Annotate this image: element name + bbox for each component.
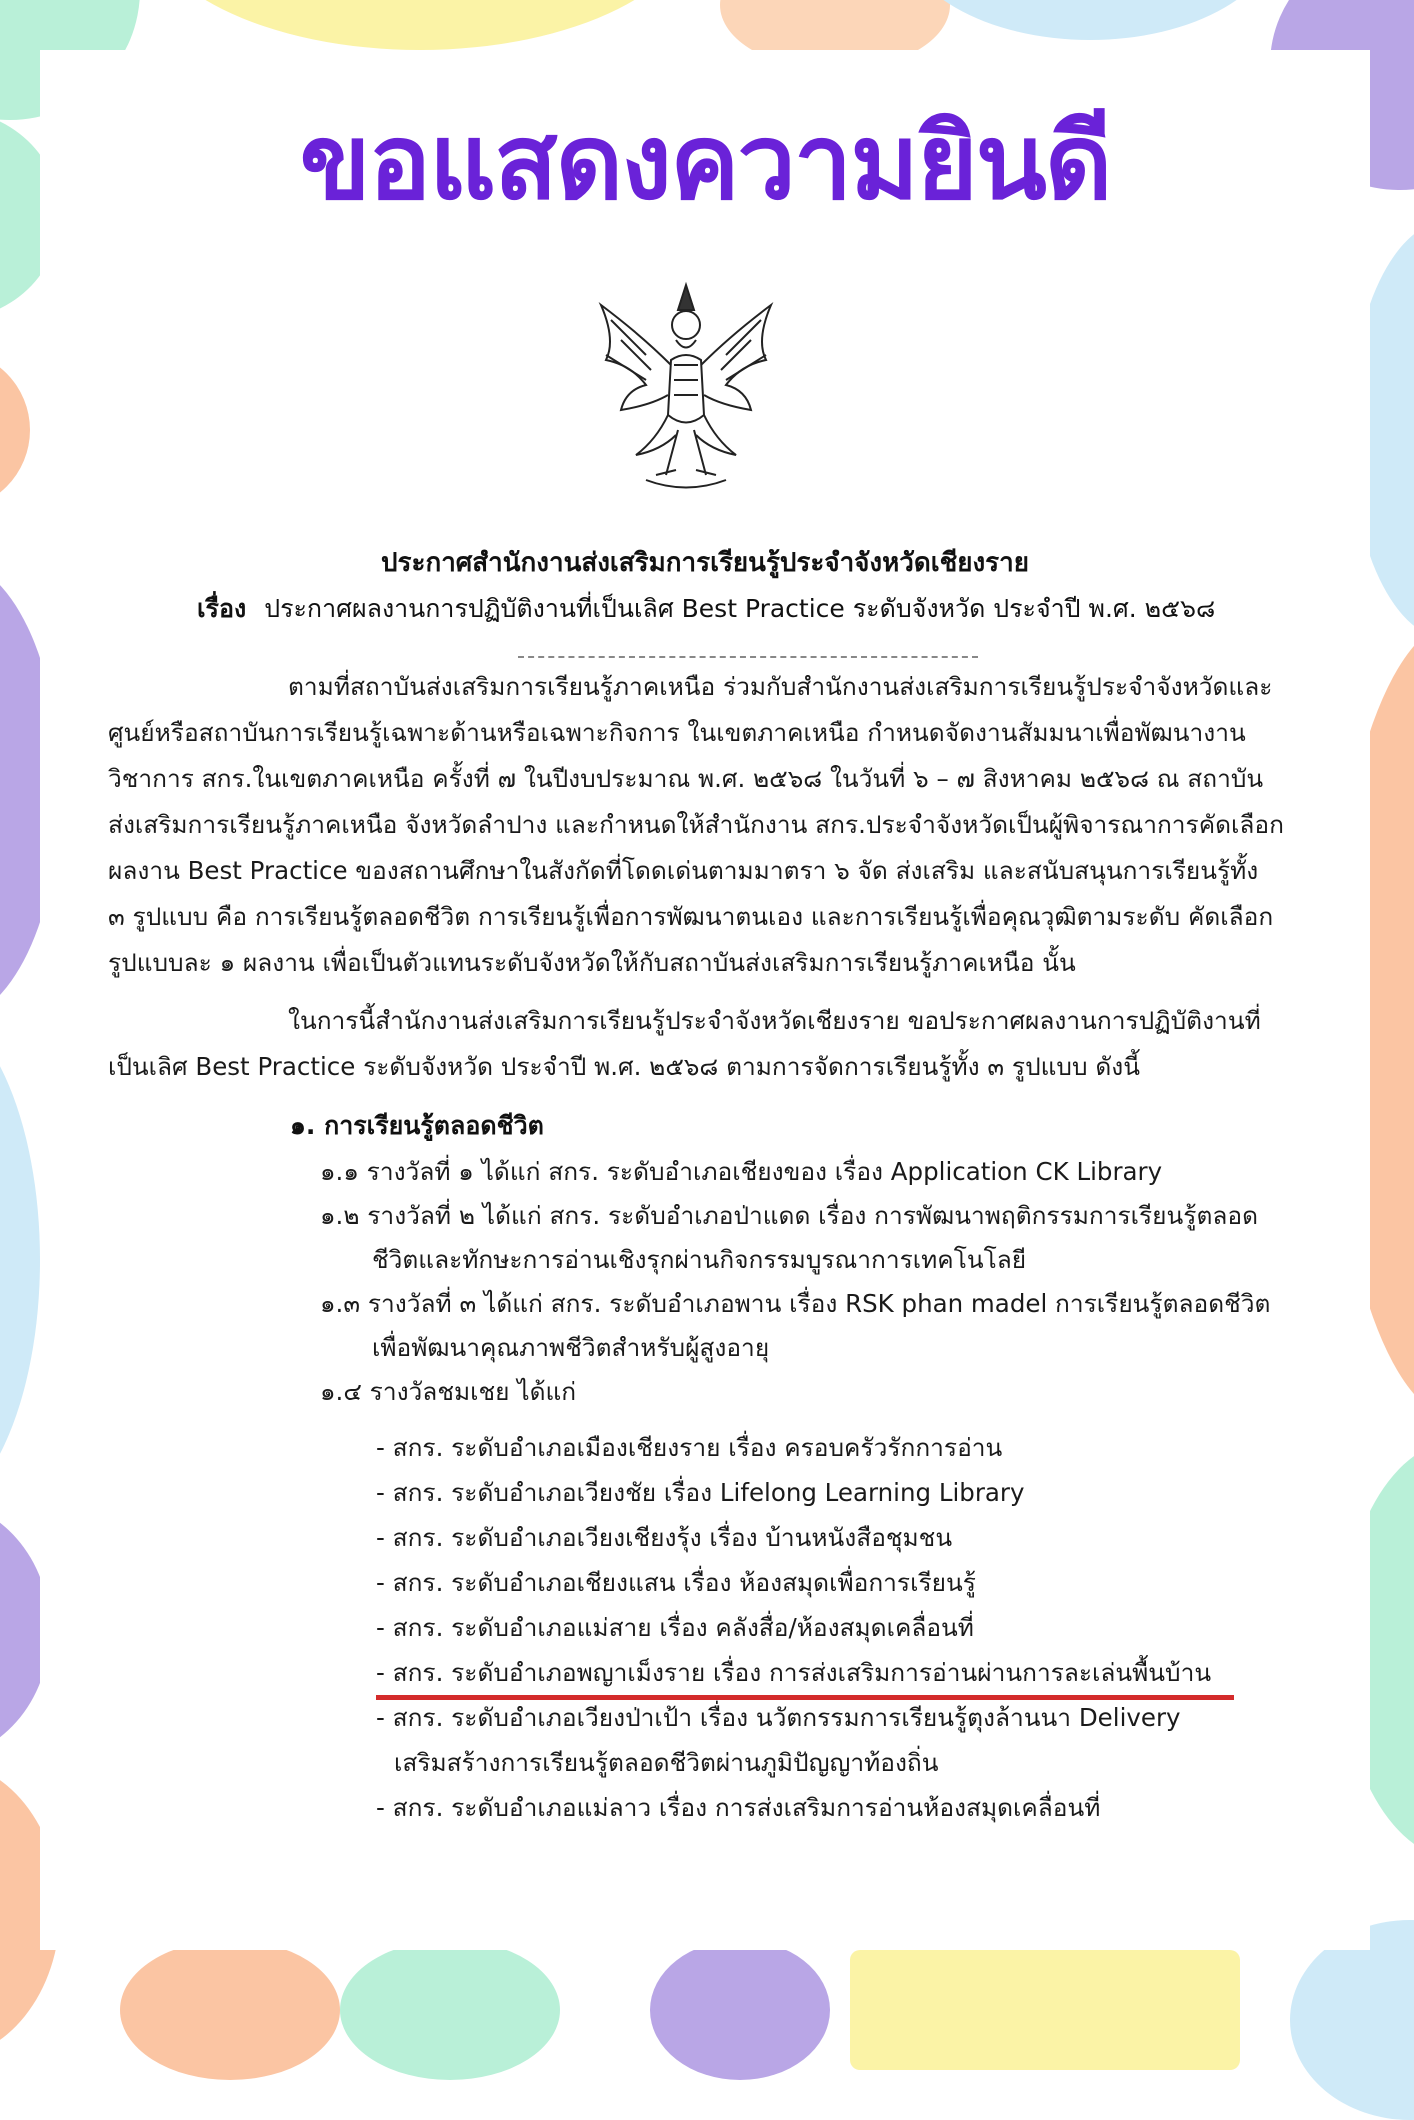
award-item-continued: เพื่อพัฒนาคุณภาพชีวิตสำหรับผู้สูงอายุ — [372, 1333, 770, 1362]
paragraph-line: ในการนี้สำนักงานส่งเสริมการเรียนรู้ประจำจังหวัดเชียงราย ขอประกาศผลงานการปฏิบัติงานที่ — [288, 1006, 1261, 1035]
bg-circle — [1290, 1920, 1414, 2120]
paragraph-2 — [108, 998, 1308, 1090]
honorable-item-highlighted: - สกร. ระดับอำเภอพญาเม็งราย เรื่อง การส่งเสริมการอ่านผ่านการละเล่นพื้นบ้าน — [376, 1658, 1212, 1687]
bg-circle — [850, 1950, 1240, 2070]
subject-text: ประกาศผลงานการปฏิบัติงานที่เป็นเลิศ Best Practice ระดับจังหวัด ประจำปี พ.ศ. ๒๕๖๘ — [264, 594, 1216, 623]
announcement-subject — [197, 590, 1215, 628]
honorable-item: - สกร. ระดับอำเภอเวียงเชียงรุ้ง เรื่อง บ้านหนังสือชุมชน — [376, 1523, 953, 1552]
paragraph-line: วิชาการ สกร.ในเขตภาคเหนือ ครั้งที่ ๗ ในปีงบประมาณ พ.ศ. ๒๕๖๘ ในวันที่ ๖ – ๗ สิงหาคม ๒๕๖๘ ณ สถาบัน — [108, 764, 1264, 793]
paragraph-line: ส่งเสริมการเรียนรู้ภาคเหนือ จังหวัดลำปาง และกำหนดให้สำนักงาน สกร.ประจำจังหวัดเป็นผู้พิจารณาการคัดเลือก — [108, 810, 1284, 839]
honorable-item: - สกร. ระดับอำเภอเวียงชัย เรื่อง Lifelong Learning Library — [376, 1478, 1025, 1507]
paragraph-line: ศูนย์หรือสถาบันการเรียนรู้เฉพาะด้านหรือเฉพาะกิจการ ในเขตภาคเหนือ กำหนดจัดงานสัมมนาเพื่อพัฒนางาน — [108, 718, 1246, 747]
bg-circle — [140, 0, 700, 50]
honorable-item: - สกร. ระดับอำเภอแม่สาย เรื่อง คลังสื่อ/ห้องสมุดเคลื่อนที่ — [376, 1613, 974, 1642]
paragraph-line: เป็นเลิศ Best Practice ระดับจังหวัด ประจำปี พ.ศ. ๒๕๖๘ ตามการจัดการเรียนรู้ทั้ง ๓ รูปแบบ ดังนี้ — [108, 1052, 1140, 1081]
award-list — [320, 1150, 1270, 1414]
bg-circle — [0, 1000, 40, 1520]
honorable-item: - สกร. ระดับอำเภอเมืองเชียงราย เรื่อง ครอบครัวรักการอ่าน — [376, 1433, 1003, 1462]
headline: ขอแสดงความยินดี — [299, 101, 1111, 223]
bg-circle — [650, 1940, 830, 2080]
award-item: ๑.๒ รางวัลที่ ๒ ได้แก่ สกร. ระดับอำเภอป่าแดด เรื่อง การพัฒนาพฤติกรรมการเรียนรู้ตลอด — [320, 1201, 1258, 1230]
award-item: ๑.๔ รางวัลชมเชย ได้แก่ — [320, 1377, 577, 1406]
honorable-item: - สกร. ระดับอำเภอเวียงป่าเป้า เรื่อง นวัตกรรมการเรียนรู้ตุงล้านนา Delivery — [376, 1703, 1181, 1732]
bg-circle — [0, 350, 30, 510]
paragraph-1 — [108, 664, 1308, 986]
highlight-underline — [376, 1695, 1234, 1700]
divider — [518, 656, 978, 658]
award-item: ๑.๑ รางวัลที่ ๑ ได้แก่ สกร. ระดับอำเภอเชียงของ เรื่อง Application CK Library — [320, 1157, 1163, 1186]
honorable-item: - สกร. ระดับอำเภอเชียงแสน เรื่อง ห้องสมุดเพื่อการเรียนรู้ — [376, 1568, 976, 1597]
paragraph-line: ตามที่สถาบันส่งเสริมการเรียนรู้ภาคเหนือ ร่วมกับสำนักงานส่งเสริมการเรียนรู้ประจำจังหวัดและ — [288, 672, 1273, 701]
announcement-title: ประกาศสำนักงานส่งเสริมการเรียนรู้ประจำจังหวัดเชียงราย — [381, 548, 1029, 578]
award-item-continued: ชีวิตและทักษะการอ่านเชิงรุกผ่านกิจกรรมบูรณาการเทคโนโลยี — [372, 1245, 1027, 1274]
bg-circle — [340, 1940, 560, 2080]
honorable-list — [376, 1425, 1211, 1830]
garuda-emblem — [586, 265, 786, 500]
paragraph-line: ๓ รูปแบบ คือ การเรียนรู้ตลอดชีวิต การเรียนรู้เพื่อการพัฒนาตนเอง และการเรียนรู้เพื่อคุณวุฒิตามระดับ คัดเลือก — [108, 902, 1274, 931]
subject-label: เรื่อง — [197, 594, 247, 623]
bg-circle — [900, 0, 1280, 40]
honorable-item-continued: เสริมสร้างการเรียนรู้ตลอดชีวิตผ่านภูมิปัญญาท้องถิ่น — [394, 1748, 939, 1777]
section-heading: ๑. การเรียนรู้ตลอดชีวิต — [290, 1111, 544, 1140]
paragraph-line: ผลงาน Best Practice ของสถานศึกษาในสังกัดที่โดดเด่นตามมาตรา ๖ จัด ส่งเสริม และสนับสนุนการเรียนรู้ทั้ง — [108, 856, 1259, 885]
award-item: ๑.๓ รางวัลที่ ๓ ได้แก่ สกร. ระดับอำเภอพาน เรื่อง RSK phan madel การเรียนรู้ตลอดชีวิต — [320, 1289, 1271, 1318]
paragraph-line: รูปแบบละ ๑ ผลงาน เพื่อเป็นตัวแทนระดับจังหวัดให้กับสถาบันส่งเสริมการเรียนรู้ภาคเหนือ นั้น — [108, 948, 1076, 977]
honorable-item: - สกร. ระดับอำเภอแม่ลาว เรื่อง การส่งเสริมการอ่านห้องสมุดเคลื่อนที่ — [376, 1793, 1101, 1822]
bg-circle — [120, 1940, 340, 2080]
